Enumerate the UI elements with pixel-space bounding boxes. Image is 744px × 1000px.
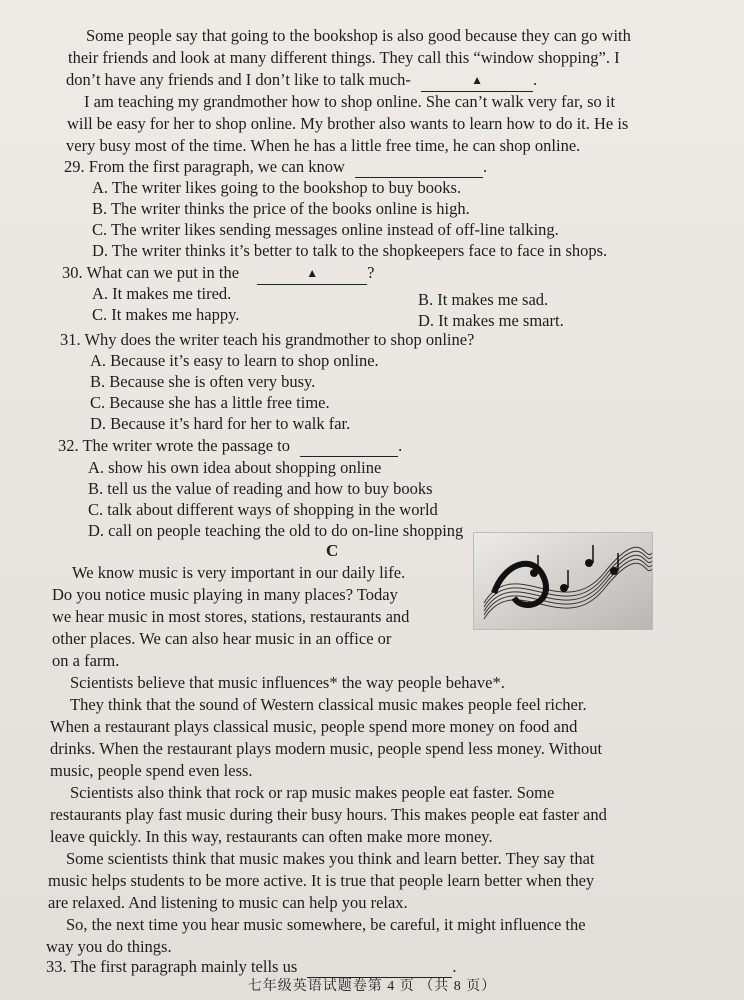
option[interactable]: A. show his own idea about shopping online	[88, 458, 382, 477]
passage-line: We know music is very important in our daily life.	[72, 563, 406, 582]
passage-line: Scientists also think that rock or rap music makes people eat faster. Some	[70, 783, 555, 802]
page-footer: 七年级英语试题卷第 4 页 （共 8 页）	[247, 979, 497, 994]
passage-line: Some scientists think that music makes you think and learn better. They say that	[66, 849, 595, 868]
option[interactable]: D. It makes me smart.	[418, 311, 564, 330]
triangle-marker-icon: ▲	[306, 266, 319, 280]
passage-line: their friends and look at many different things. They call this “window shopping”. I	[68, 48, 620, 67]
option[interactable]: D. call on people teaching the old to do on-line shopping	[88, 521, 464, 540]
triangle-marker-icon: ▲	[471, 73, 483, 87]
question-29: 29. From the first paragraph, we can know .	[64, 157, 488, 176]
passage-line: don’t have any friends and I don’t like to talk much- ▲ .	[66, 70, 537, 92]
option[interactable]: C. It makes me happy.	[92, 305, 240, 324]
answer-blank[interactable]	[421, 70, 533, 92]
passage-line: Scientists believe that music influences* the way people behave*.	[70, 673, 505, 692]
music-notes-icon	[474, 533, 652, 629]
passage-line: on a farm.	[52, 651, 120, 670]
passage-line: So, the next time you hear music somewhere, be careful, it might influence the	[66, 915, 586, 934]
option[interactable]: A. Because it’s easy to learn to shop online.	[90, 351, 379, 370]
answer-blank[interactable]	[355, 157, 483, 178]
section-letter: C	[326, 541, 339, 560]
music-notes-illustration	[473, 532, 653, 630]
passage-line: way you do things.	[46, 937, 172, 956]
passage-line: will be easy for her to shop online. My brother also wants to learn how to do it. He is	[67, 114, 629, 133]
passage-line: are relaxed. And listening to music can help you relax.	[48, 893, 408, 912]
passage-line: They think that the sound of Western classical music makes people feel richer.	[70, 695, 587, 714]
option[interactable]: D. Because it’s hard for her to walk far.	[90, 414, 351, 433]
passage-line: drinks. When the restaurant plays modern music, people spend less money. Without	[50, 739, 603, 758]
option[interactable]: C. The writer likes sending messages online instead of off-line talking.	[92, 220, 559, 239]
question-33: 33. The first paragraph mainly tells us .	[46, 957, 457, 976]
passage-line: very busy most of the time. When he has a little free time, he can shop online.	[66, 136, 581, 155]
passage-line: leave quickly. In this way, restaurants can often make more money.	[50, 827, 493, 846]
answer-blank[interactable]	[257, 263, 367, 285]
option[interactable]: B. It makes me sad.	[418, 290, 549, 309]
question-30: 30. What can we put in the ▲ ?	[62, 263, 374, 285]
passage-line: other places. We can also hear music in an office or	[52, 629, 392, 648]
question-31: 31. Why does the writer teach his grandmother to shop online?	[60, 330, 475, 349]
passage-line: Do you notice music playing in many places? Today	[52, 585, 398, 604]
passage-line: Some people say that going to the bookshop is also good because they can go with	[86, 26, 631, 45]
option[interactable]: D. The writer thinks it’s better to talk to the shopkeepers face to face in shops.	[92, 241, 608, 260]
passage-line: restaurants play fast music during their busy hours. This makes people eat faster and	[50, 805, 607, 824]
passage-line: music helps students to be more active. It is true that people learn better when they	[48, 871, 595, 890]
option[interactable]: B. tell us the value of reading and how to buy books	[88, 479, 433, 498]
option[interactable]: C. Because she has a little free time.	[90, 393, 330, 412]
option[interactable]: B. Because she is often very busy.	[90, 372, 316, 391]
option[interactable]: A. The writer likes going to the bookshop to buy books.	[92, 178, 462, 197]
answer-blank[interactable]	[300, 436, 398, 457]
passage-line: we hear music in most stores, stations, restaurants and	[52, 607, 410, 626]
passage-line: I am teaching my grandmother how to shop online. She can’t walk very far, so it	[84, 92, 616, 111]
question-32: 32. The writer wrote the passage to .	[58, 436, 403, 455]
option[interactable]: B. The writer thinks the price of the books online is high.	[92, 199, 470, 218]
passage-line: music, people spend even less.	[50, 761, 253, 780]
passage-line: When a restaurant plays classical music, people spend more money on food and	[50, 717, 578, 736]
option[interactable]: C. talk about different ways of shopping in the world	[88, 500, 438, 519]
option[interactable]: A. It makes me tired.	[92, 284, 232, 303]
